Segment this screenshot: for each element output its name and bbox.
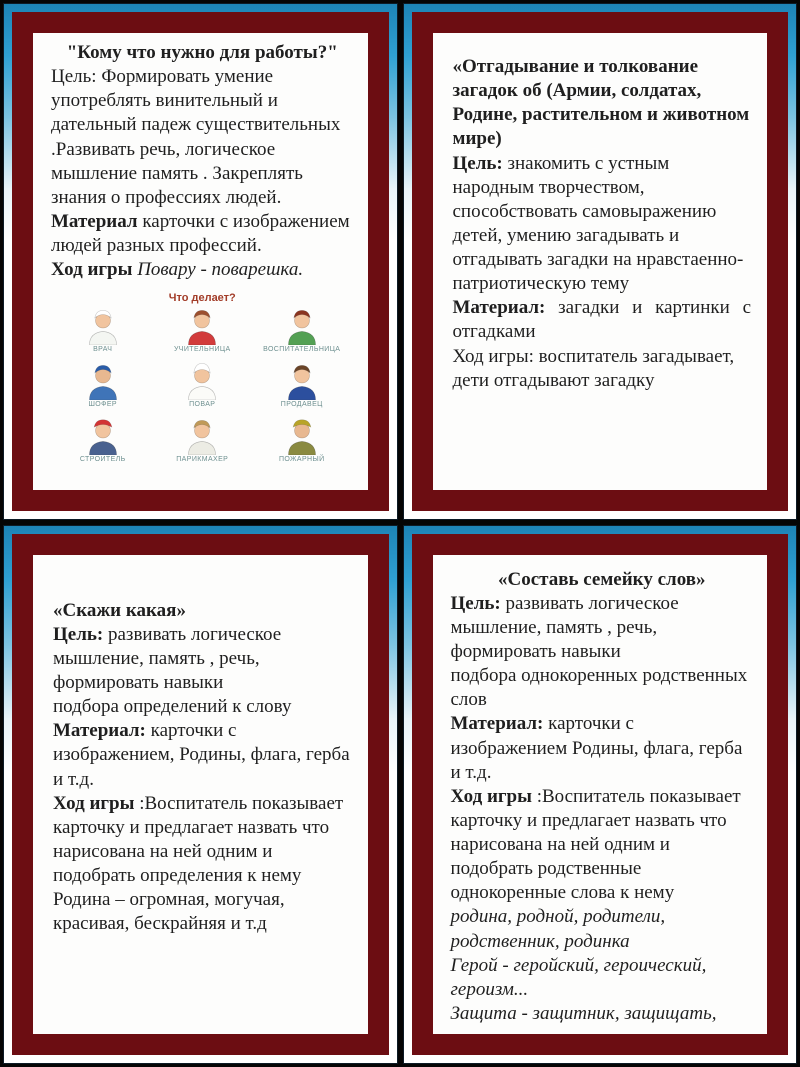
profession-item <box>254 307 350 355</box>
material-paragraph <box>51 210 354 258</box>
goal-continued: подбора определений к слову <box>53 696 292 718</box>
profession-caption: ВРАЧ <box>93 346 113 354</box>
profession-item <box>254 417 350 465</box>
goal-label: Цель: <box>53 623 104 645</box>
goal-text: знакомить с устным народным творчеством, способствовать самовыражению детей, умению загадывать и отгадывать загадки на нравстаенно-патриотическую тему <box>452 152 744 295</box>
goal-continued: подбора однокоренных родственных слов <box>450 665 748 711</box>
person-icon <box>180 362 224 400</box>
goal-paragraph: Цель: Формировать умение употреблять винительный и дательный падеж существительных .Развивать речь, логическое мышление память . Закреплять знания о профессиях людей. <box>51 66 341 208</box>
material-text: карточки с изображением людей разных профессий. <box>51 210 350 256</box>
material-label: Материал: <box>452 297 546 319</box>
example-paragraph: Родина – огромная, могучая, красивая, бескрайняя и т.д <box>53 889 285 935</box>
person-icon <box>280 417 324 455</box>
material-paragraph <box>53 719 354 791</box>
game-title: "Кому что нужно для работы?" <box>66 42 338 63</box>
profession-caption: ПРОДАВЕЦ <box>280 401 323 409</box>
method-text: :Воспитатель показывает карточку и предлагает назвать что нарисована на ней одним и подобрать определения к нему <box>53 792 344 886</box>
example-paragraph: Защита - защитник, защищать, <box>450 1002 717 1024</box>
method-paragraph: Ход игры: воспитатель загадывает, дети отгадывают загадку <box>452 345 735 391</box>
material-text: карточки с изображением Родины, флага, герба и т.д. <box>450 713 743 783</box>
method-label: Ход игры <box>450 785 532 807</box>
goal-label: Цель: <box>452 152 503 174</box>
game-title: «Отгадывание и толкование загадок об (Армии, солдатах, Родине, растительном и животном мире) <box>452 56 750 150</box>
person-icon <box>180 307 224 345</box>
method-label: Ход игры <box>53 792 135 814</box>
slide-content <box>433 555 768 1034</box>
profession-caption: СТРОИТЕЛЬ <box>79 456 126 463</box>
material-label: Материал <box>51 210 138 232</box>
goal-paragraph <box>453 152 752 297</box>
method-paragraph <box>53 792 354 889</box>
game-title: «Составь семейку слов» <box>497 568 706 590</box>
profession-item <box>155 307 251 355</box>
goal-paragraph <box>53 623 354 695</box>
profession-caption: ШОФЕР <box>88 401 118 409</box>
game-title: «Скажи какая» <box>53 599 186 621</box>
goal-label: Цель: <box>450 592 501 614</box>
material-paragraph <box>451 712 754 784</box>
profession-item <box>254 362 350 410</box>
slide-frame <box>12 534 389 1055</box>
profession-item <box>155 417 251 465</box>
method-text: Повару - поварешка. <box>132 259 304 281</box>
profession-caption: ПАРИКМАХЕР <box>176 456 229 463</box>
goal-text: развивать логическое мышление, память , речь, формировать навыки <box>53 623 282 693</box>
profession-item <box>55 362 151 410</box>
profession-item <box>55 417 151 465</box>
slide-top-right <box>403 3 798 520</box>
method-text: :Воспитатель показывает карточку и предлагает назвать что нарисована на ней одним и подобрать родственные однокоренные слова к нему <box>450 785 741 904</box>
slide-bottom-right <box>403 525 798 1064</box>
profession-item <box>155 362 251 410</box>
slide-top-left <box>3 3 398 520</box>
person-icon <box>280 362 324 400</box>
material-text: загадки и картинки с отгадками <box>452 297 751 343</box>
person-icon <box>280 307 324 345</box>
example-paragraph: родина, родной, родители, родственник, родинка <box>450 906 666 952</box>
person-icon <box>81 307 125 345</box>
material-label: Материал: <box>450 713 544 735</box>
professions-grid <box>55 292 350 465</box>
profession-item <box>55 307 151 355</box>
slide-content <box>433 33 768 490</box>
slide-frame <box>12 12 389 511</box>
profession-caption: ВОСПИТАТЕЛЬНИЦА <box>263 346 341 354</box>
goal-paragraph <box>451 592 754 664</box>
profession-caption: УЧИТЕЛЬНИЦА <box>173 346 231 354</box>
slide-content <box>33 555 368 1034</box>
slide-content <box>33 33 368 490</box>
professions-grid-title: Что делает? <box>168 292 236 305</box>
slide-bottom-left <box>3 525 398 1064</box>
slide-frame <box>412 534 789 1055</box>
example-paragraph: Герой - геройский, героический, героизм... <box>450 954 707 1000</box>
material-paragraph <box>453 296 752 344</box>
goal-text: развивать логическое мышление, память , речь, формировать навыки <box>450 592 679 662</box>
profession-caption: ПОВАР <box>189 401 216 409</box>
method-label: Ход игры <box>51 259 133 281</box>
method-paragraph <box>451 785 754 906</box>
material-text: карточки с изображением, Родины, флага, герба и т.д. <box>53 720 350 790</box>
person-icon <box>180 417 224 455</box>
profession-caption: ПОЖАРНЫЙ <box>278 456 325 463</box>
material-label: Материал: <box>53 720 146 742</box>
method-paragraph <box>51 258 354 282</box>
person-icon <box>81 417 125 455</box>
slide-frame <box>412 12 789 511</box>
person-icon <box>81 362 125 400</box>
